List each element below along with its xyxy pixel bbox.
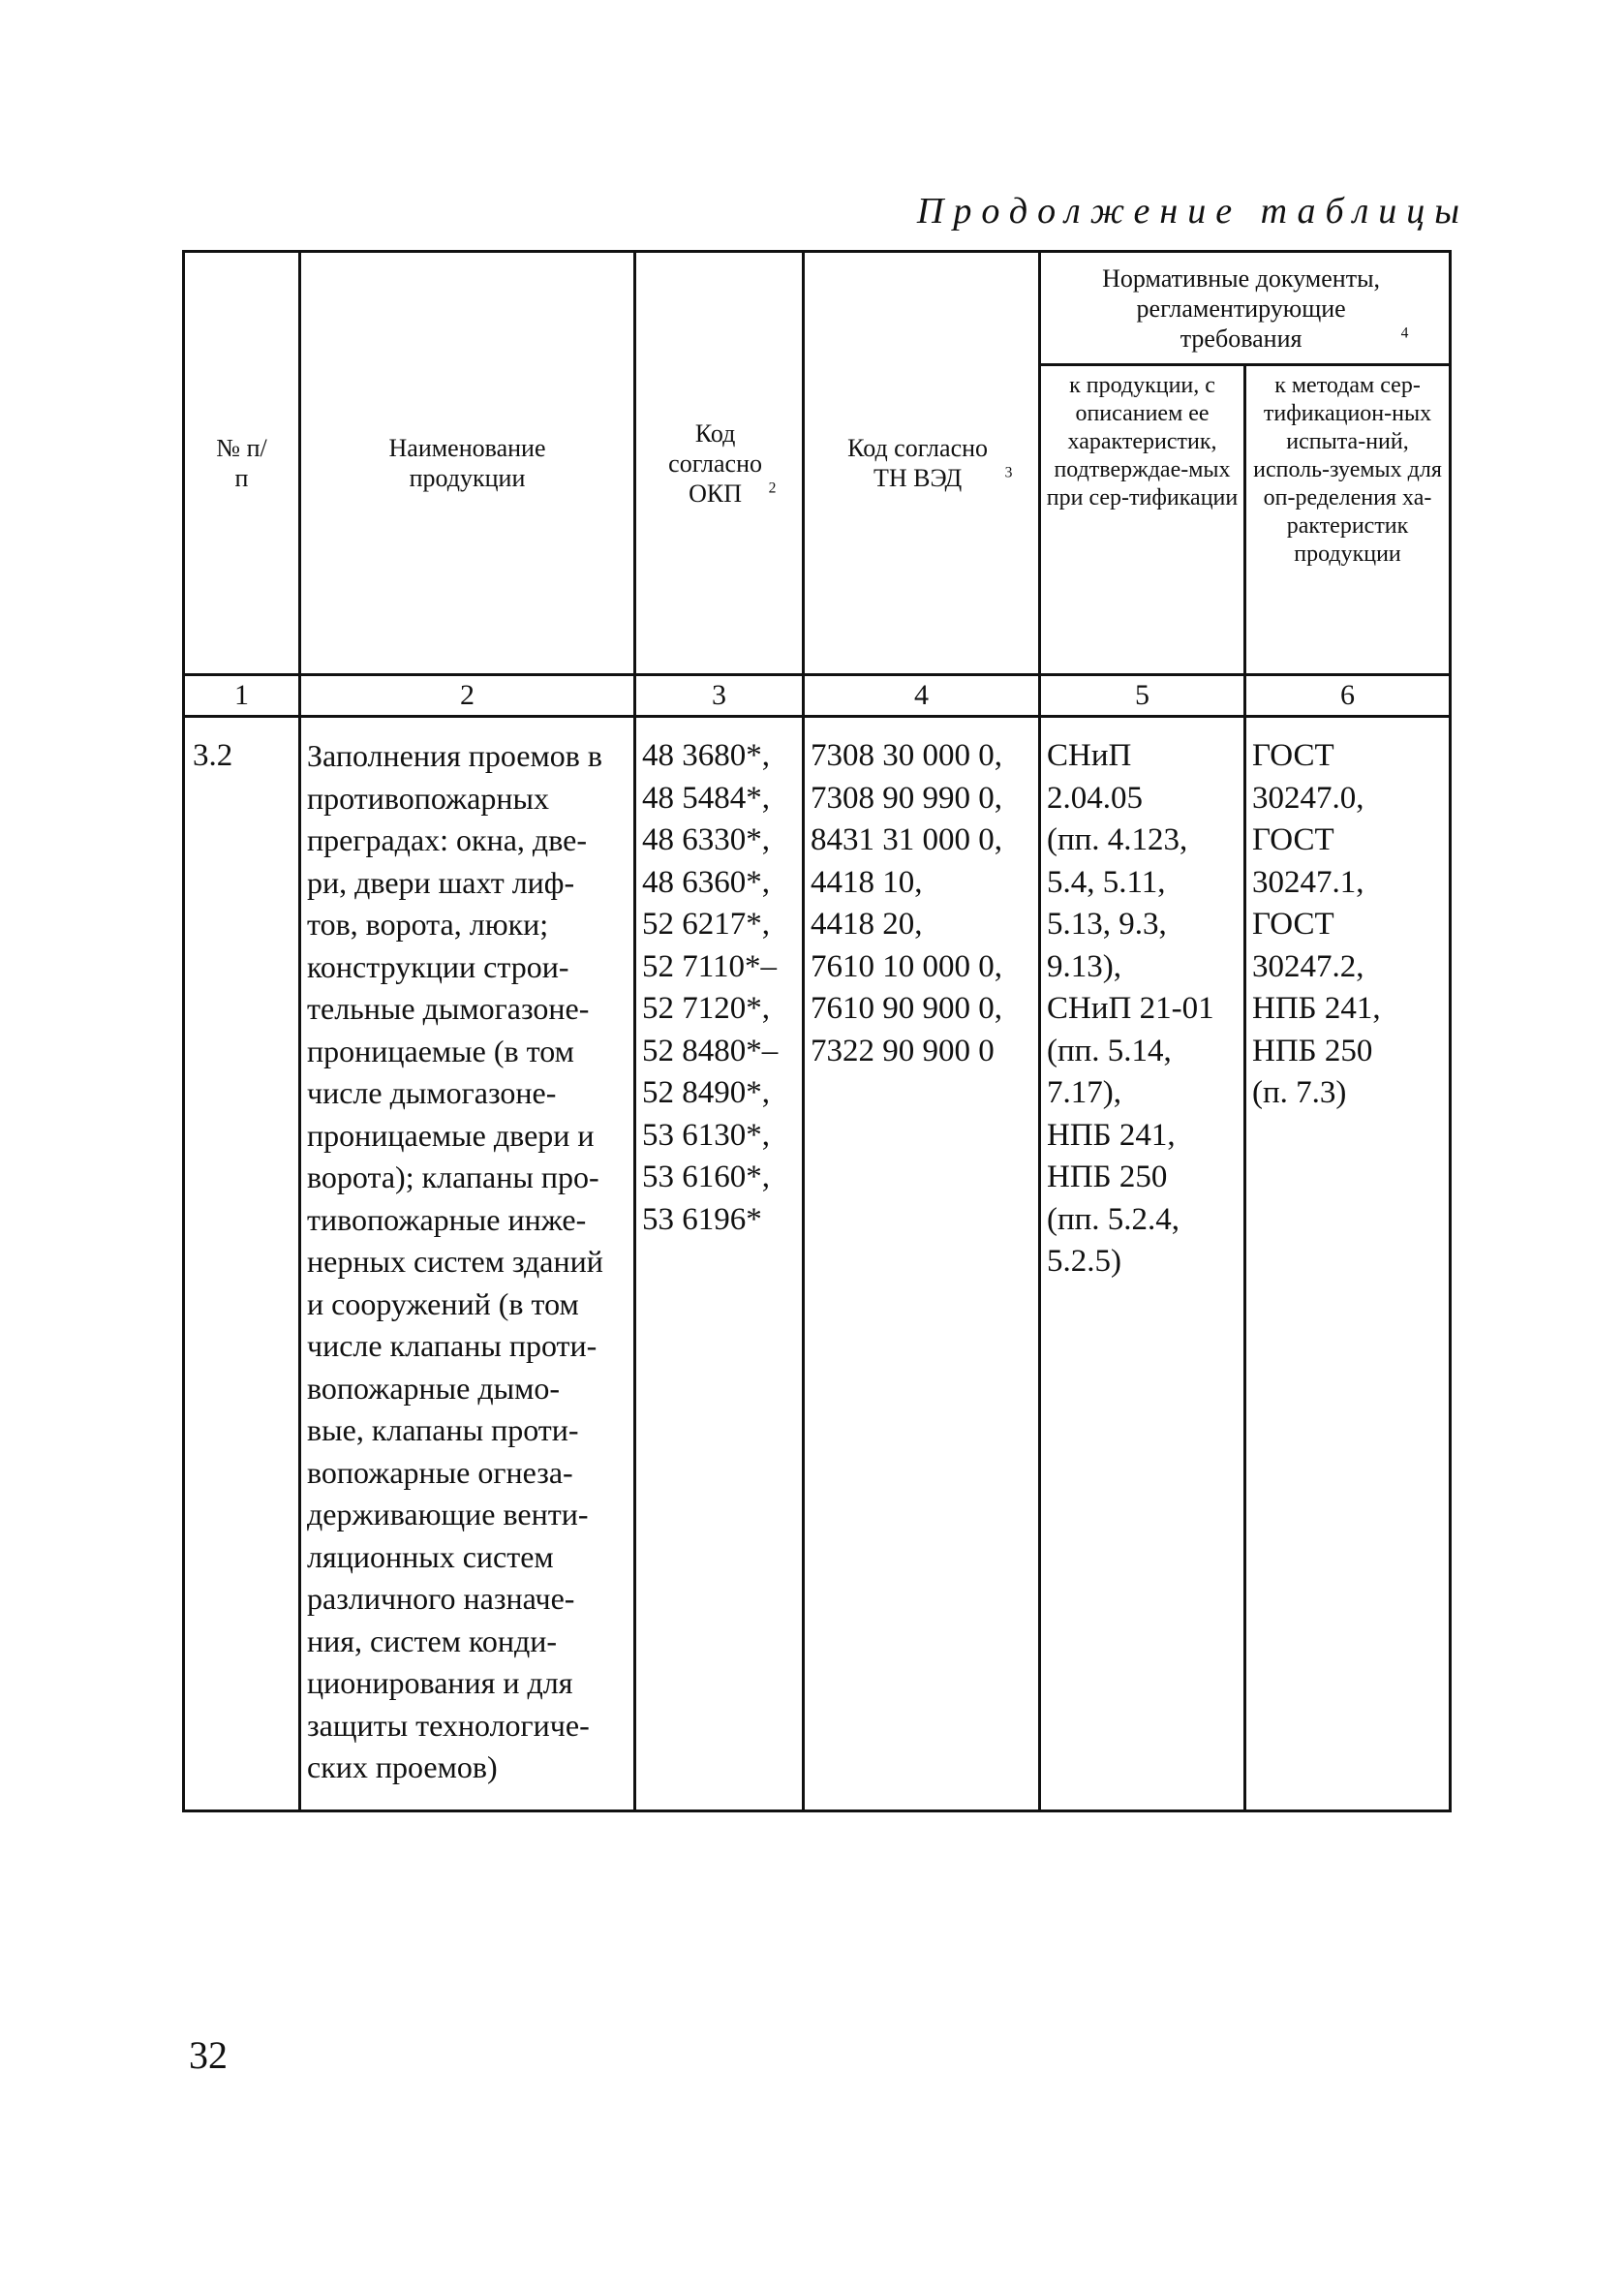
product-name-line: нерных систем зданий [307,1244,603,1279]
product-doc-line: (пп. 5.2.4, [1047,1201,1180,1237]
product-doc-line: НПБ 241, [1047,1117,1176,1153]
row-number-cell [184,717,300,1811]
product-name-line: вые, клапаны проти- [307,1412,579,1447]
header-okp-footnote: 2 [768,479,777,496]
header-number [184,252,300,675]
product-name-line: ворота); клапаны про- [307,1160,599,1194]
tnved-code: 7610 10 000 0, [811,948,1002,984]
product-name-line: ских проемов) [307,1749,498,1784]
header-tnved-code-label: Код согласно ТН ВЭД [847,434,989,492]
header-normative-docs [1040,252,1451,365]
column-number-3: 3 [635,675,804,717]
column-number-6: 6 [1245,675,1451,717]
product-doc-line: НПБ 250 [1047,1160,1168,1194]
okp-code: 52 7110*– [642,948,778,984]
header-product-name-label: Наименование продукции [388,434,546,492]
product-name-line: ционирования и для [307,1665,573,1700]
method-doc-line: НПБ 250 [1252,1033,1373,1068]
header-tnved-footnote: 3 [1004,464,1013,481]
product-name-cell [300,717,635,1811]
okp-code: 53 6130*, [642,1117,770,1153]
okp-code: 52 8490*, [642,1075,770,1110]
product-name-line: проницаемые двери и [307,1117,595,1153]
product-doc-line: 7.17), [1047,1075,1121,1110]
product-doc-line: СНиП [1047,738,1132,773]
header-normative-docs-footnote: 4 [1400,324,1409,341]
column-numbers-row [184,675,1451,717]
header-normative-docs-label: Нормативные документы, регламентирующие требования [1102,263,1381,353]
product-name-line: тивопожарные инже- [307,1201,587,1237]
header-number-label: № п/п [216,434,267,492]
table-row [184,717,1451,1811]
product-name-line: противопожарных [307,780,549,816]
header-row-top [184,252,1451,365]
okp-code: 48 5484*, [642,780,770,816]
product-name-line: различного назначе- [307,1581,575,1616]
okp-code: 52 7120*, [642,991,770,1026]
product-name-line: и сооружений (в том [307,1285,579,1321]
product-name-line: ляционных систем [307,1538,554,1574]
method-docs-cell [1245,717,1451,1811]
product-doc-line: 9.13), [1047,948,1121,984]
product-name-line: ри, двери шахт лиф- [307,864,575,900]
product-name-line: числе клапаны проти- [307,1328,598,1363]
column-number-5: 5 [1040,675,1245,717]
product-doc-line: (пп. 5.14, [1047,1033,1172,1068]
method-doc-line: ГОСТ [1252,738,1334,773]
column-number-4: 4 [804,675,1040,717]
product-name-line: тов, ворота, люки; [307,907,549,942]
certification-table [182,250,1452,1812]
product-name-line: конструкции строи- [307,948,569,984]
tnved-code: 7308 90 990 0, [811,780,1002,816]
header-okp-code [635,252,804,675]
column-number-1: 1 [184,675,300,717]
method-doc-line: НПБ 241, [1252,991,1381,1026]
product-doc-line: 5.13, 9.3, [1047,907,1167,942]
product-name-line: проницаемые (в том [307,1033,574,1068]
page-number: 32 [189,2033,228,2077]
tnved-code: 4418 10, [811,864,923,900]
product-name-line: тельные дымогазоне- [307,991,590,1026]
table-continuation-caption: Продолжение таблицы [916,191,1469,232]
method-doc-line: ГОСТ [1252,907,1334,942]
tnved-code: 7322 90 900 0 [811,1033,995,1068]
product-name-line: вопожарные огнеза- [307,1454,573,1490]
product-doc-line: 5.2.5) [1047,1244,1121,1279]
product-docs-cell [1040,717,1245,1811]
product-name-line: вопожарные дымо- [307,1370,561,1406]
method-doc-line: (п. 7.3) [1252,1075,1347,1110]
product-doc-line: 5.4, 5.11, [1047,864,1166,900]
okp-code: 48 3680*, [642,738,770,773]
product-doc-line: (пп. 4.123, [1047,822,1188,857]
okp-code: 53 6160*, [642,1160,770,1194]
product-name-line: держивающие венти- [307,1497,589,1531]
okp-code: 52 6217*, [642,907,770,942]
product-name-line: преградах: окна, две- [307,822,587,857]
method-doc-line: ГОСТ [1252,822,1334,857]
row-number: 3.2 [193,738,233,773]
okp-code: 53 6196* [642,1201,762,1237]
okp-code: 48 6330*, [642,822,770,857]
okp-code: 48 6360*, [642,864,770,900]
header-okp-code-label: Код согласно ОКП [668,418,763,508]
header-product-name [300,252,635,675]
column-number-2: 2 [300,675,635,717]
tnved-code: 4418 20, [811,907,923,942]
tnved-codes-cell [804,717,1040,1811]
product-name-line: ния, систем конди- [307,1623,558,1658]
header-tnved-code [804,252,1040,675]
product-doc-line: 2.04.05 [1047,780,1143,816]
method-doc-line: 30247.0, [1252,780,1364,816]
method-doc-line: 30247.1, [1252,864,1364,900]
header-product-requirements: к продукции, с описанием ее характеристик, подтверждае-мых при сер-тификации [1040,365,1245,675]
tnved-code: 7610 90 900 0, [811,991,1002,1026]
tnved-code: 7308 30 000 0, [811,738,1002,773]
product-name-line: защиты технологиче- [307,1707,590,1743]
header-method-requirements: к методам сер-тификацион-ных испыта-ний, исполь-зуемых для оп-ределения ха-рактеристик продукции [1245,365,1451,675]
okp-codes-cell [635,717,804,1811]
okp-code: 52 8480*– [642,1033,779,1068]
product-doc-line: СНиП 21-01 [1047,991,1214,1026]
product-name-line: числе дымогазоне- [307,1075,557,1110]
product-name-line: Заполнения проемов в [307,738,602,773]
tnved-code: 8431 31 000 0, [811,822,1002,857]
method-doc-line: 30247.2, [1252,948,1364,984]
